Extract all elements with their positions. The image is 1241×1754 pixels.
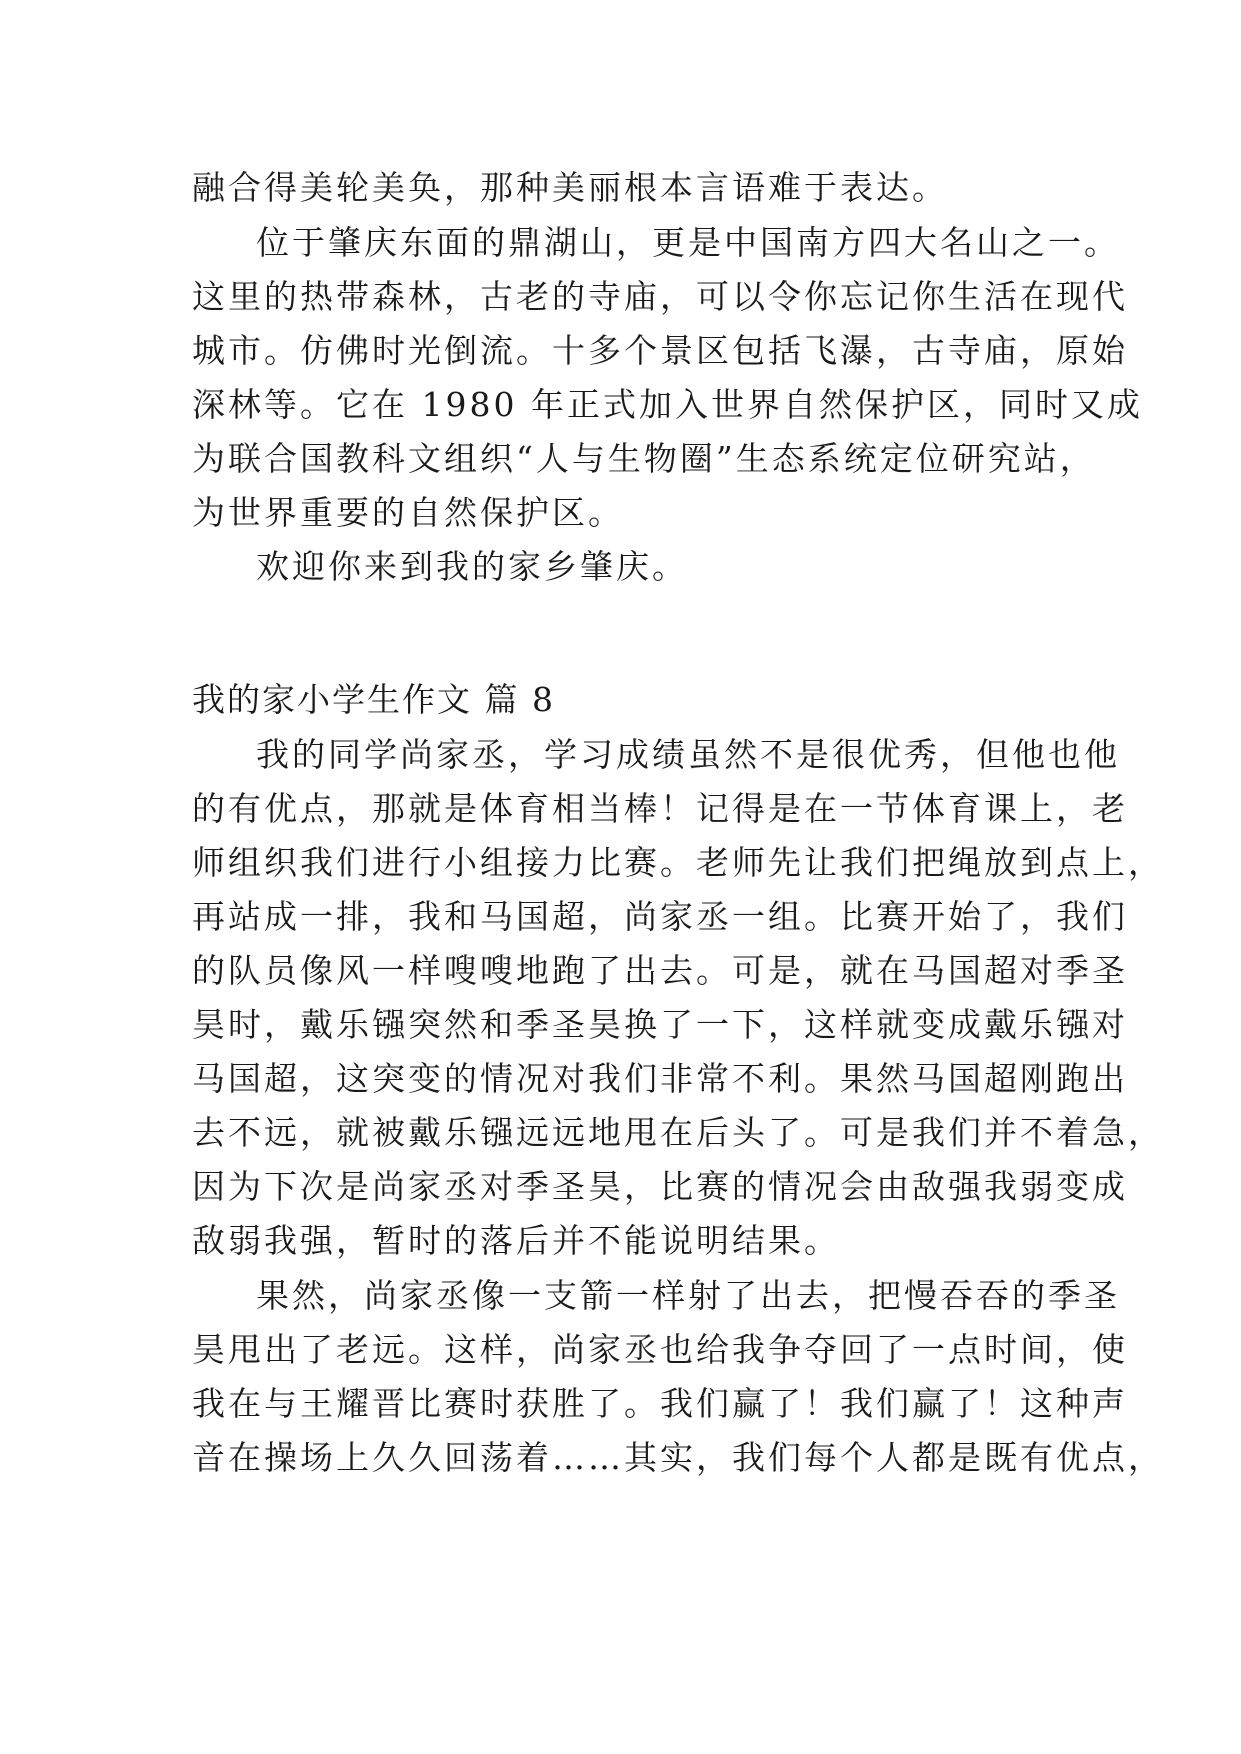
paragraph-line: 为联合国教科文组织“人与生物圈”生态系统定位研究站，	[192, 439, 1096, 478]
paragraph-line: 马国超，这突变的情况对我们非常不利。果然马国超刚跑出	[192, 1059, 1128, 1098]
paragraph-line: 师组织我们进行小组接力比赛。老师先让我们把绳放到点上，	[192, 843, 1164, 882]
paragraph-line: 昊时，戴乐镪突然和季圣昊换了一下，这样就变成戴乐镪对	[192, 1005, 1128, 1044]
paragraph-line: 敌弱我强，暂时的落后并不能说明结果。	[192, 1221, 840, 1260]
paragraph-line: 果然，尚家丞像一支箭一样射了出去，把慢吞吞的季圣	[256, 1276, 1120, 1315]
paragraph-line: 我在与王耀晋比赛时获胜了。我们赢了！我们赢了！这种声	[192, 1384, 1128, 1423]
paragraph-line: 我的同学尚家丞，学习成绩虽然不是很优秀，但他也他	[256, 735, 1120, 774]
section-heading: 我的家小学生作文 篇 8	[192, 680, 555, 719]
paragraph-line: 因为下次是尚家丞对季圣昊，比赛的情况会由敌强我弱变成	[192, 1167, 1128, 1206]
paragraph-line: 欢迎你来到我的家乡肇庆。	[256, 547, 688, 586]
paragraph-line: 音在操场上久久回荡着……其实，我们每个人都是既有优点，	[192, 1438, 1164, 1477]
paragraph-line: 位于肇庆东面的鼎湖山，更是中国南方四大名山之一。	[256, 223, 1120, 262]
paragraph-line: 城市。仿佛时光倒流。十多个景区包括飞瀑，古寺庙，原始	[192, 331, 1128, 370]
paragraph-line: 的有优点，那就是体育相当棒！记得是在一节体育课上，老	[192, 789, 1128, 828]
paragraph-line: 昊甩出了老远。这样，尚家丞也给我争夺回了一点时间，使	[192, 1330, 1128, 1369]
paragraph-line: 去不远，就被戴乐镪远远地甩在后头了。可是我们并不着急，	[192, 1113, 1164, 1152]
paragraph-line: 为世界重要的自然保护区。	[192, 493, 624, 532]
paragraph-line: 深林等。它在 1980 年正式加入世界自然保护区，同时又成	[192, 385, 1143, 424]
paragraph-line: 再站成一排，我和马国超，尚家丞一组。比赛开始了，我们	[192, 897, 1128, 936]
text-line: 融合得美轮美奂，那种美丽根本言语难于表达。	[192, 168, 948, 207]
paragraph-line: 的队员像风一样嗖嗖地跑了出去。可是，就在马国超对季圣	[192, 951, 1128, 990]
paragraph-line: 这里的热带森林，古老的寺庙，可以令你忘记你生活在现代	[192, 277, 1128, 316]
